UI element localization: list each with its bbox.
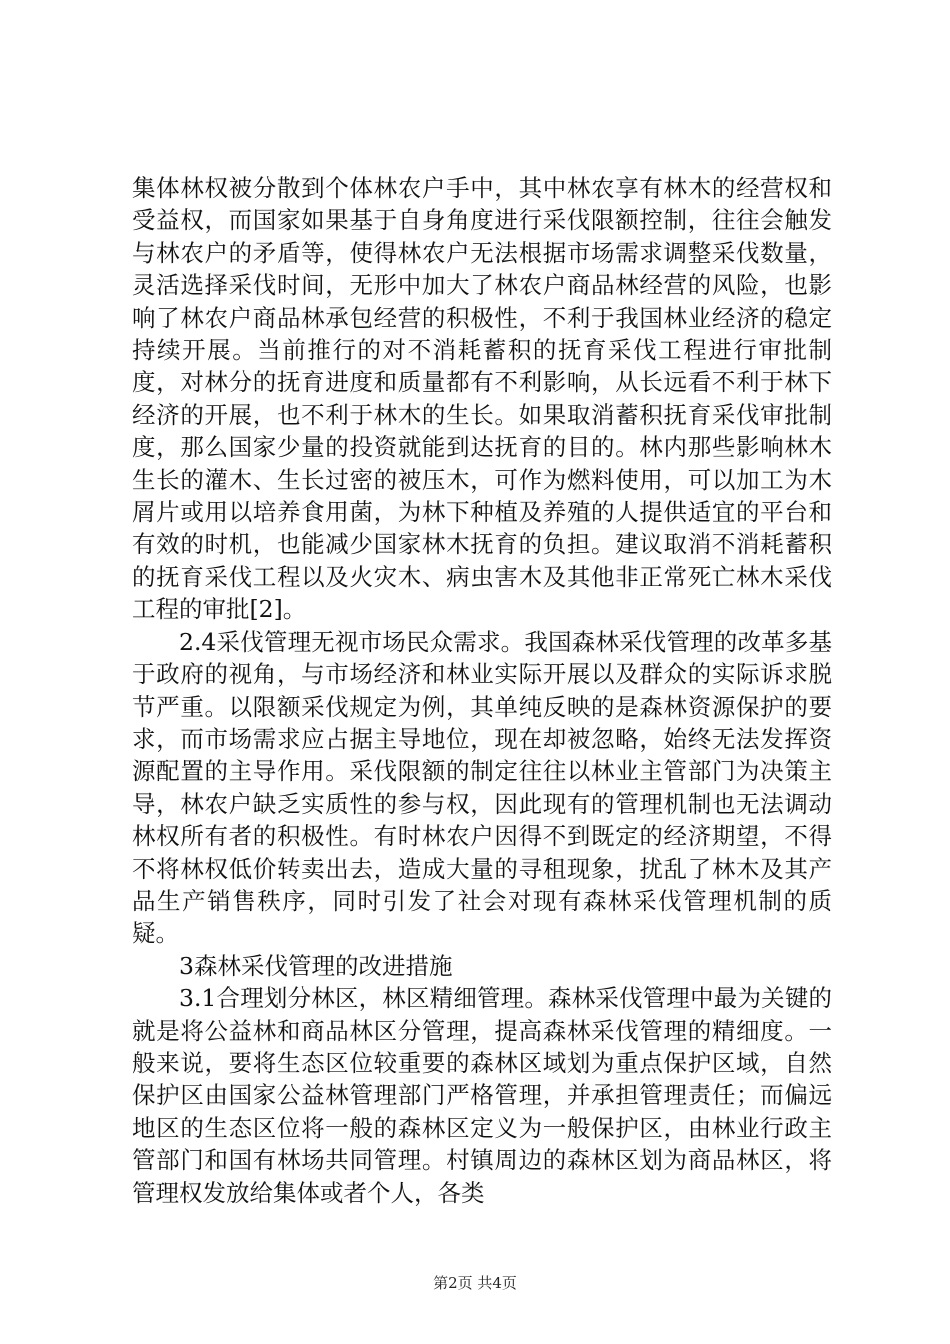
paragraph-section-2-4: 2.4采伐管理无视市场民众需求。我国森林采伐管理的改革多基于政府的视角，与市场经济和林业实际开展以及群众的实际诉求脱节严重。以限额采伐规定为例，其单纯反映的是森林资源保护的要求，而市场需求应占据主导地位，现在却被忽略，始终无法发挥资源配置的主导作用。采伐限额的制定往往以林业主管部门为决策主导，林农户缺乏实质性的参与权，因此现有的管理机制也无法调动林权所有者的积极性。有时林农户因得不到既定的经济期望，不得不将林权低价转卖出去，造成大量的寻租现象，扰乱了林木及其产品生产销售秩序，同时引发了社会对现有森林采伐管理机制的质疑。 <box>132 627 832 948</box>
paragraph-continuation: 集体林权被分散到个体林农户手中，其中林农享有林木的经营权和受益权，而国家如果基于自身角度进行采伐限额控制，往往会触发与林农户的矛盾等，使得林农户无法根据市场需求调整采伐数量，灵活选择采伐时间，无形中加大了林农户商品林经营的风险，也影响了林农户商品林承包经营的积极性，不利于我国林业经济的稳定持续开展。当前推行的对不消耗蓄积的抚育采伐工程进行审批制度，对林分的抚育进度和质量都有不利影响，从长远看不利于林下经济的开展，也不利于林木的生长。如果取消蓄积抚育采伐审批制度，那么国家少量的投资就能到达抚育的目的。林内那些影响林木生长的灌木、生长过密的被压木，可作为燃料使用，可以加工为木屑片或用以培养食用菌，为林下种植及养殖的人提供适宜的平台和有效的时机，也能减少国家林木抚育的负担。建议取消不消耗蓄积的抚育采伐工程以及火灾木、病虫害木及其他非正常死亡林木采伐工程的审批[2]。 <box>132 174 832 624</box>
paragraph-section-3-1: 3.1合理划分林区，林区精细管理。森林采伐管理中最为关键的就是将公益林和商品林区分管理，提高森林采伐管理的精细度。一般来说，要将生态区位较重要的森林区域划为重点保护区域，自然保护区由国家公益林管理部门严格管理，并承担管理责任；而偏远地区的生态区位将一般的森林区定义为一般保护区，由林业行政主管部门和国有林场共同管理。村镇周边的森林区划为商品林区，将管理权发放给集体或者个人，各类 <box>132 984 832 1207</box>
page-footer: 第2页 共4页 <box>433 1274 517 1292</box>
document-body <box>132 172 832 1209</box>
section-heading-3: 3森林采伐管理的改进措施 <box>179 951 453 980</box>
